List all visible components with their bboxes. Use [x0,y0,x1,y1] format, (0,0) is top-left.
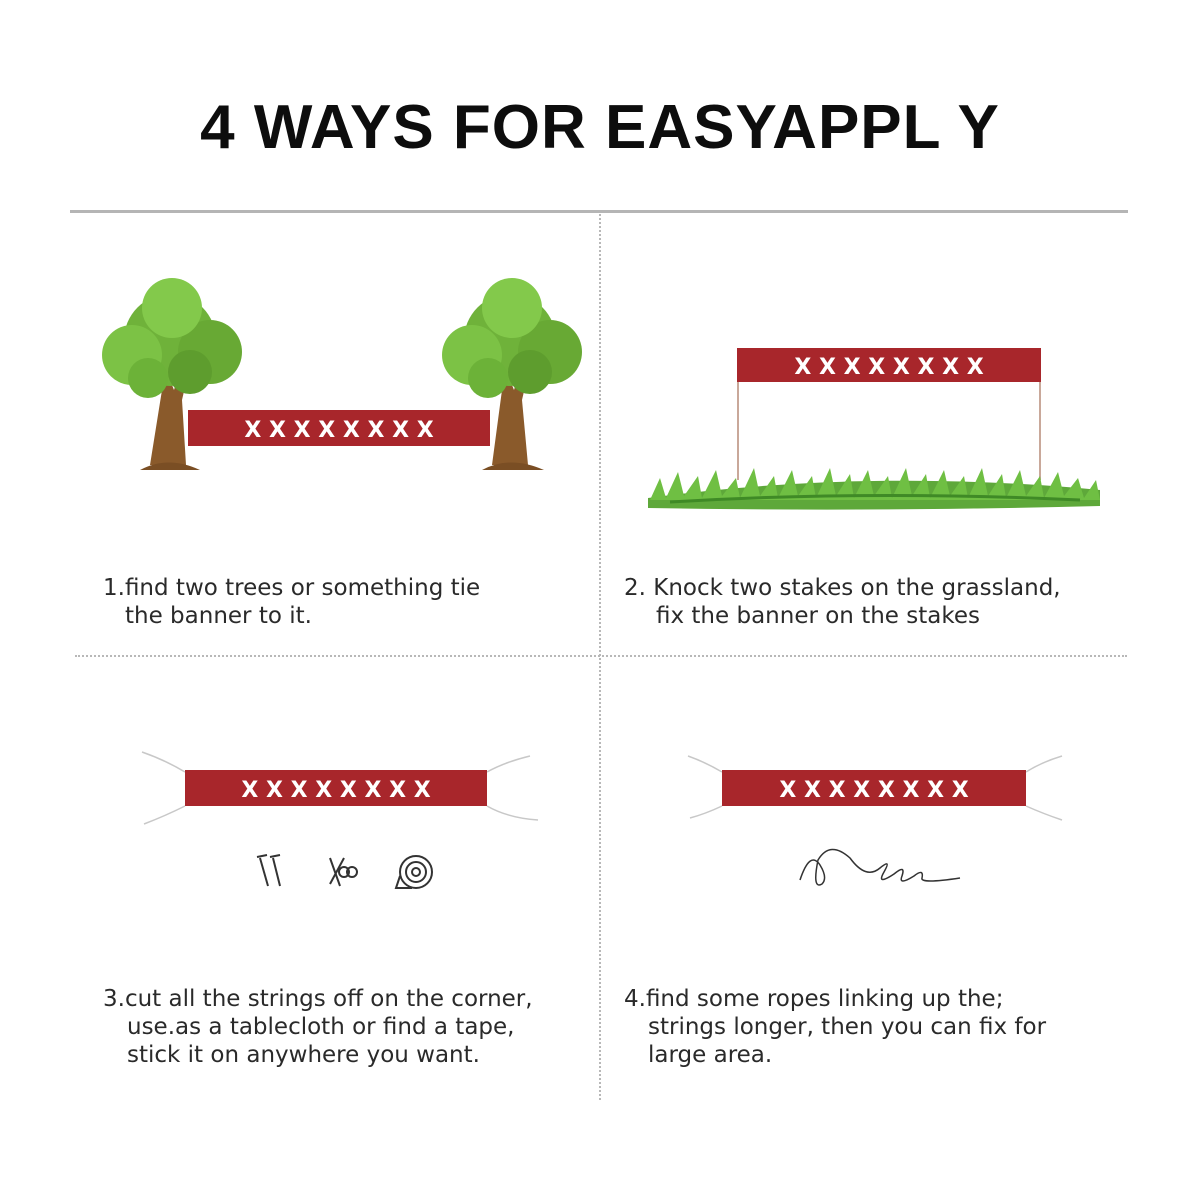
step-1-line-2: the banner to it. [125,603,312,629]
horizontal-divider [75,655,1127,657]
step-2-line-2: fix the banner on the stakes [656,603,980,629]
banner-marks: X X X X X X X X [241,778,431,803]
tape-roll-icon [396,856,432,888]
rope-icon [800,849,960,885]
trees-scene [70,270,590,490]
vertical-divider [599,214,601,1100]
banner-marks: X X X X X X X X [779,778,969,803]
step-2-line-1: 2. Knock two stakes on the grassland, [624,575,1061,601]
step-1-caption [103,574,480,630]
step-3-line-2: use.as a tablecloth or find a tape, [127,1014,515,1040]
step-4-line-3: large area. [648,1042,773,1068]
title-underline [70,210,1128,213]
step-2-illustration [640,340,1110,520]
banner-marks: X X X X X X X X [794,355,984,380]
step-2-caption [624,574,1061,630]
step-3-line-1: 3.cut all the strings off on the corner, [103,986,533,1012]
stakes-scene [640,340,1110,520]
grass-icon [648,468,1100,510]
step-1-illustration [70,270,590,490]
nails-icon [257,855,280,886]
page-title: 4 WAYS FOR EASYAPPL Y [200,93,1000,162]
step-3-illustration [130,740,550,900]
step-4-caption [624,985,1046,1069]
banner-strings-scene [130,740,550,900]
step-4-line-2: strings longer, then you can fix for [648,1014,1047,1040]
scissors-icon [330,858,357,886]
step-4-line-1: 4.find some ropes linking up the; [624,986,1004,1012]
step-3-caption [103,985,533,1069]
step-1-line-1: 1.find two trees or something tie [103,575,481,601]
banner-rope-scene [670,740,1090,900]
step-3-line-3: stick it on anywhere you want. [127,1042,480,1068]
banner-marks: X X X X X X X X [244,418,434,443]
step-4-illustration [670,740,1090,900]
